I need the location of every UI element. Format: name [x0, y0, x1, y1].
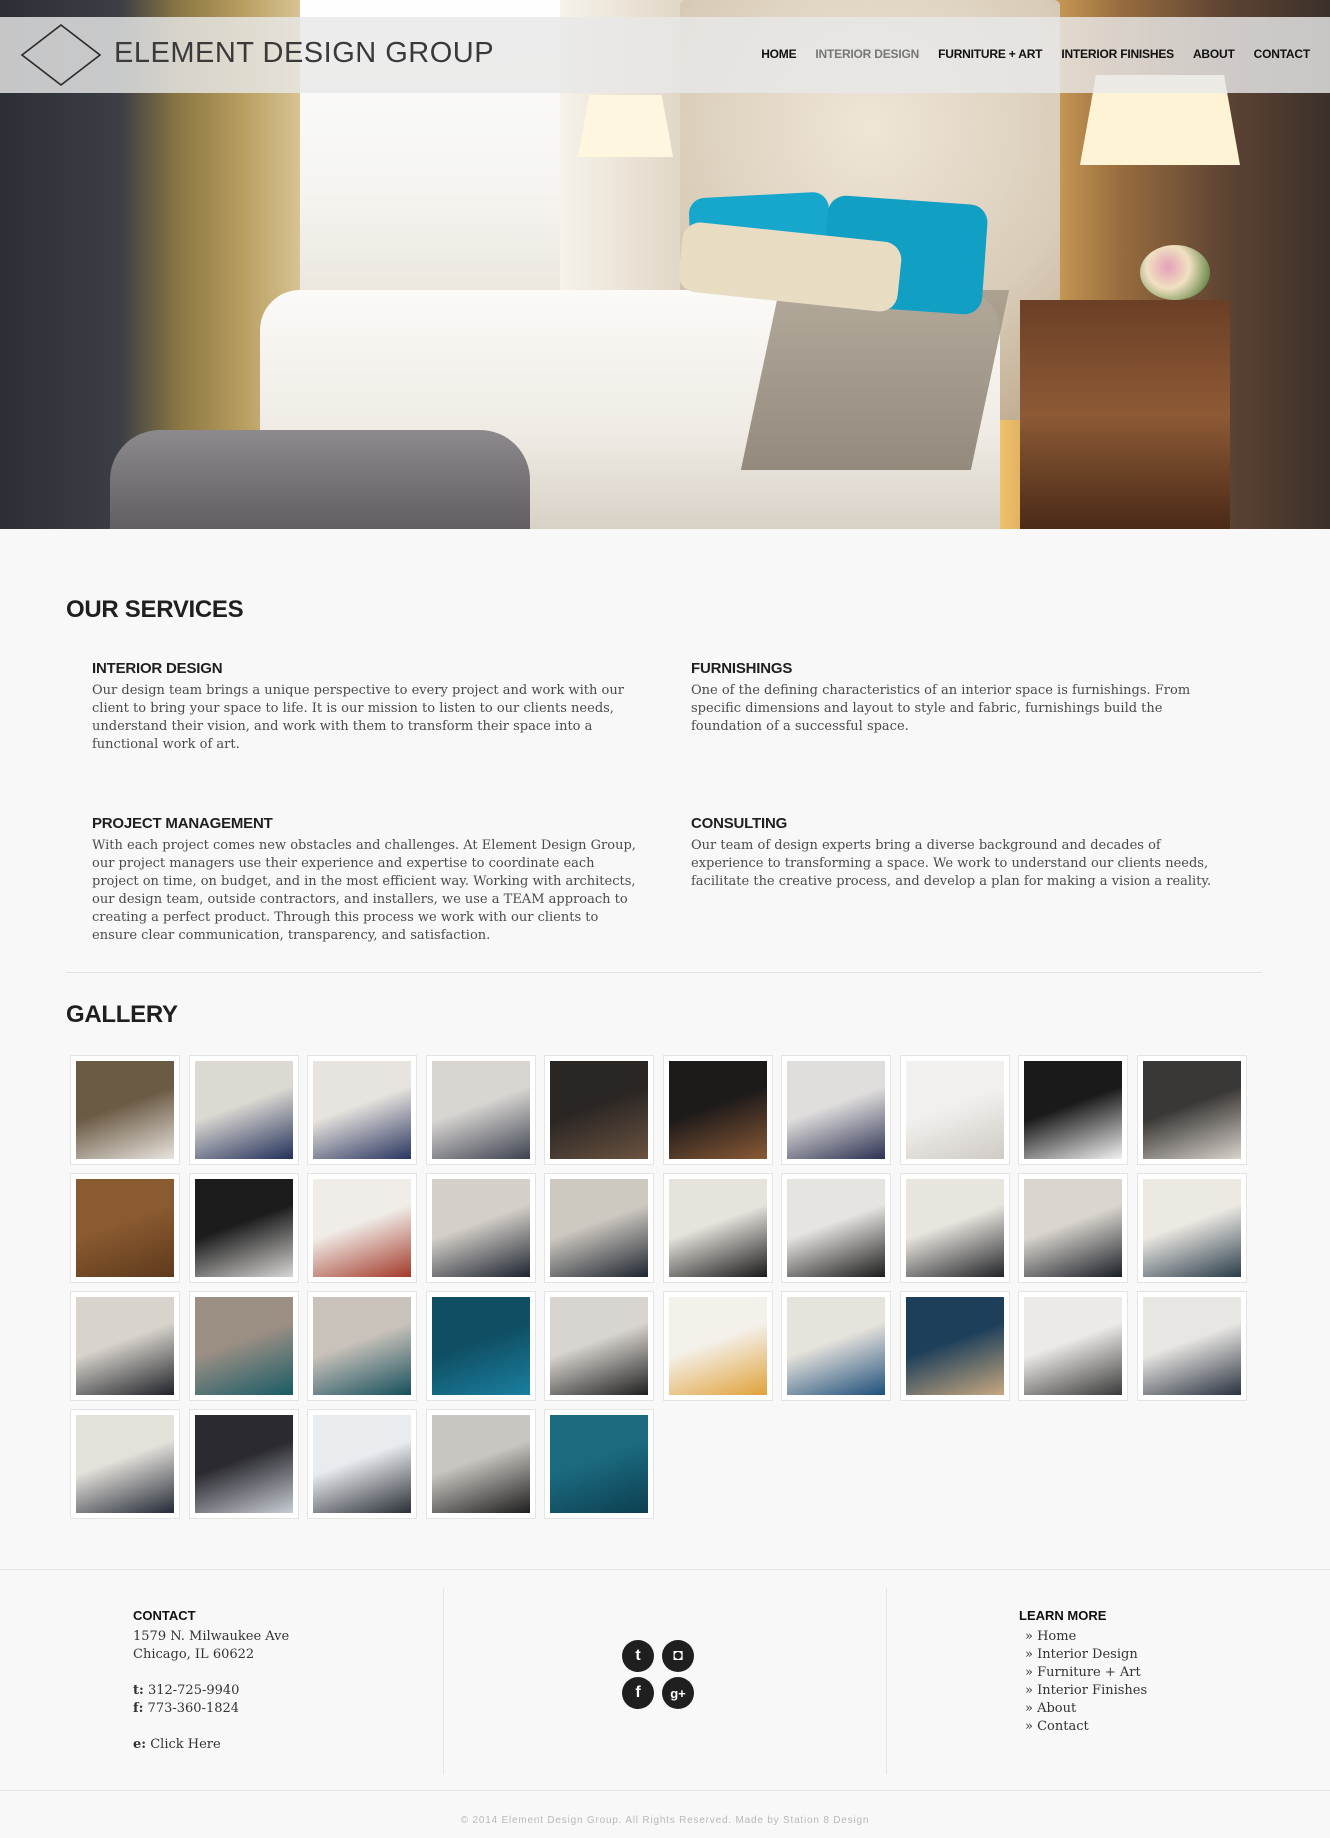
gallery-title: GALLERY [66, 1001, 178, 1028]
phone-number[interactable]: 312-725-9940 [147, 1683, 240, 1698]
gallery-image [76, 1415, 174, 1513]
gallery-thumbnail[interactable] [1018, 1173, 1128, 1283]
fax-number: 773-360-1824 [147, 1701, 240, 1716]
gallery-image [787, 1297, 885, 1395]
gallery-image [313, 1179, 411, 1277]
gallery-thumbnail[interactable] [426, 1291, 536, 1401]
gallery-thumbnail[interactable] [307, 1055, 417, 1165]
gallery-thumbnail[interactable] [70, 1291, 180, 1401]
gallery-thumbnail[interactable] [663, 1055, 773, 1165]
gallery-image [550, 1179, 648, 1277]
gallery-thumbnail[interactable] [900, 1291, 1010, 1401]
service-title: FURNISHINGS [691, 660, 793, 677]
nav-about[interactable]: ABOUT [1192, 47, 1235, 61]
gallery-image [313, 1415, 411, 1513]
gallery-thumbnail[interactable] [544, 1173, 654, 1283]
nav-interior-design[interactable]: INTERIOR DESIGN [815, 47, 920, 61]
footer-link-furniture-art[interactable]: » Furniture + Art [1025, 1665, 1141, 1680]
gallery-thumbnail[interactable] [900, 1055, 1010, 1165]
service-furnishings [691, 660, 1236, 736]
gallery-thumbnail[interactable] [1018, 1291, 1128, 1401]
gallery-thumbnail[interactable] [70, 1173, 180, 1283]
footer-link-about[interactable]: » About [1025, 1701, 1077, 1716]
address-line: 1579 N. Milwaukee Ave [133, 1629, 290, 1644]
gallery-image [1024, 1061, 1122, 1159]
address-line: Chicago, IL 60622 [133, 1647, 255, 1662]
footer-contact-title: CONTACT [133, 1608, 196, 1623]
gallery-thumbnail[interactable] [544, 1409, 654, 1519]
gallery-image [195, 1297, 293, 1395]
service-text: Our team of design experts bring a diverse background and decades of experience to transforming a space. We work to understand our clients needs, facilitate the creative process, and develop a plan for making a vision a reality. [691, 838, 1212, 889]
gallery-thumbnail[interactable] [1137, 1173, 1247, 1283]
gallery-thumbnail[interactable] [544, 1291, 654, 1401]
gallery-thumbnail[interactable] [781, 1173, 891, 1283]
gallery-thumbnail[interactable] [307, 1291, 417, 1401]
copyright-text: © 2014 Element Design Group. All Rights Reserved. Made by Station 8 Design [460, 1815, 870, 1826]
gallery-thumbnail[interactable] [426, 1055, 536, 1165]
gallery-image [906, 1061, 1004, 1159]
service-interior-design [92, 660, 637, 754]
gallery-thumbnail[interactable] [900, 1173, 1010, 1283]
gallery-image [787, 1061, 885, 1159]
nav-home[interactable]: HOME [761, 47, 797, 61]
service-project-management [92, 815, 637, 945]
footer-address [133, 1628, 289, 1664]
gallery-image [432, 1415, 530, 1513]
gallery-image [1024, 1179, 1122, 1277]
footer-email [133, 1736, 221, 1754]
phone-label: t: [133, 1683, 144, 1698]
gallery-thumbnail[interactable] [1018, 1055, 1128, 1165]
gallery-image [313, 1061, 411, 1159]
nav-interior-finishes[interactable]: INTERIOR FINISHES [1061, 47, 1174, 61]
footer-column-divider [886, 1588, 887, 1774]
gallery-thumbnail[interactable] [781, 1055, 891, 1165]
service-text: Our design team brings a unique perspective to every project and work with our client to bring your space to life. It is our mission to listen to our clients needs, understand their vision, and work with them to transform their space into a functional work of art. [92, 683, 624, 752]
service-text: With each project comes new obstacles and challenges. At Element Design Group, our project managers use their experience and expertise to coordinate each project on time, on budget, and in the most efficient way. Working with architects, our design team, outside contractors, and installers, we use a TEAM approach to creating a perfect product. Through this process we work with our clients to ensure clear communication, transparency, and satisfaction. [92, 838, 636, 943]
twitter-icon[interactable]: t [622, 1640, 654, 1672]
service-text: One of the defining characteristics of an interior space is furnishings. From specific dimensions and layout to style and fabric, furnishings build the foundation of a successful space. [691, 683, 1191, 734]
gallery-thumbnail[interactable] [781, 1291, 891, 1401]
hero-throw [741, 290, 1009, 470]
gallery-image [1143, 1297, 1241, 1395]
service-title: CONSULTING [691, 815, 788, 832]
gallery-image [1024, 1297, 1122, 1395]
gallery-image [432, 1297, 530, 1395]
gallery-image [1143, 1061, 1241, 1159]
footer-divider [0, 1569, 1330, 1570]
gallery-image [76, 1179, 174, 1277]
gallery-image [195, 1415, 293, 1513]
gallery-image [432, 1061, 530, 1159]
gallery-image [550, 1297, 648, 1395]
service-title: PROJECT MANAGEMENT [92, 815, 273, 832]
main-nav [742, 47, 1310, 61]
nav-furniture-art[interactable]: FURNITURE + ART [938, 47, 1043, 61]
gallery-image [906, 1297, 1004, 1395]
section-divider [66, 972, 1262, 973]
gallery-image [906, 1179, 1004, 1277]
gallery-thumbnail[interactable] [1137, 1291, 1247, 1401]
hero-nightstand [1020, 300, 1230, 529]
site-header [0, 17, 1330, 93]
hero-bench [110, 430, 530, 529]
email-link[interactable]: Click Here [150, 1737, 221, 1752]
instagram-icon[interactable]: ◘ [662, 1640, 694, 1672]
gallery-thumbnail[interactable] [189, 1291, 299, 1401]
gallery-image [1143, 1179, 1241, 1277]
services-title: OUR SERVICES [66, 596, 244, 623]
gallery-thumbnail[interactable] [307, 1173, 417, 1283]
email-label: e: [133, 1737, 147, 1752]
gallery-thumbnail[interactable] [70, 1409, 180, 1519]
gallery-image [195, 1179, 293, 1277]
gallery-thumbnail[interactable] [663, 1173, 773, 1283]
gallery-thumbnail[interactable] [663, 1291, 773, 1401]
google-plus-icon[interactable]: g+ [662, 1677, 694, 1709]
service-title: INTERIOR DESIGN [92, 660, 223, 677]
gallery-image [787, 1179, 885, 1277]
footer-links [1025, 1628, 1147, 1736]
footer-link-contact[interactable]: » Contact [1025, 1719, 1089, 1734]
gallery-thumbnail[interactable] [189, 1055, 299, 1165]
gallery-image [669, 1179, 767, 1277]
gallery-thumbnail[interactable] [189, 1173, 299, 1283]
gallery-image [669, 1297, 767, 1395]
footer-phones [133, 1682, 239, 1718]
footer-link-home[interactable]: » Home [1025, 1629, 1077, 1644]
gallery-image [432, 1179, 530, 1277]
footer-bottom-divider [0, 1790, 1330, 1791]
nav-contact[interactable]: CONTACT [1253, 47, 1310, 61]
gallery-thumbnail[interactable] [70, 1055, 180, 1165]
gallery-thumbnail[interactable] [544, 1055, 654, 1165]
gallery-image [550, 1061, 648, 1159]
footer-learn-more-title: LEARN MORE [1019, 1608, 1107, 1623]
gallery-thumbnail[interactable] [189, 1409, 299, 1519]
gallery-thumbnail[interactable] [1137, 1055, 1247, 1165]
logo-diamond-icon[interactable] [20, 23, 102, 87]
gallery-image [76, 1297, 174, 1395]
facebook-icon[interactable]: f [622, 1677, 654, 1709]
site-logo-text[interactable]: ELEMENT DESIGN GROUP [114, 37, 495, 69]
footer-link-interior-finishes[interactable]: » Interior Finishes [1025, 1683, 1148, 1698]
gallery-thumbnail[interactable] [307, 1409, 417, 1519]
gallery-thumbnail[interactable] [426, 1173, 536, 1283]
gallery-image [195, 1061, 293, 1159]
service-consulting [691, 815, 1236, 891]
fax-label: f: [133, 1701, 144, 1716]
gallery-image [313, 1297, 411, 1395]
hero-flowers [1140, 245, 1210, 300]
gallery-thumbnail[interactable] [426, 1409, 536, 1519]
hero-lamp-left [578, 95, 673, 157]
footer-column-divider [443, 1588, 444, 1774]
footer-link-interior-design[interactable]: » Interior Design [1025, 1647, 1138, 1662]
gallery-image [669, 1061, 767, 1159]
gallery-image [76, 1061, 174, 1159]
gallery-image [550, 1415, 648, 1513]
